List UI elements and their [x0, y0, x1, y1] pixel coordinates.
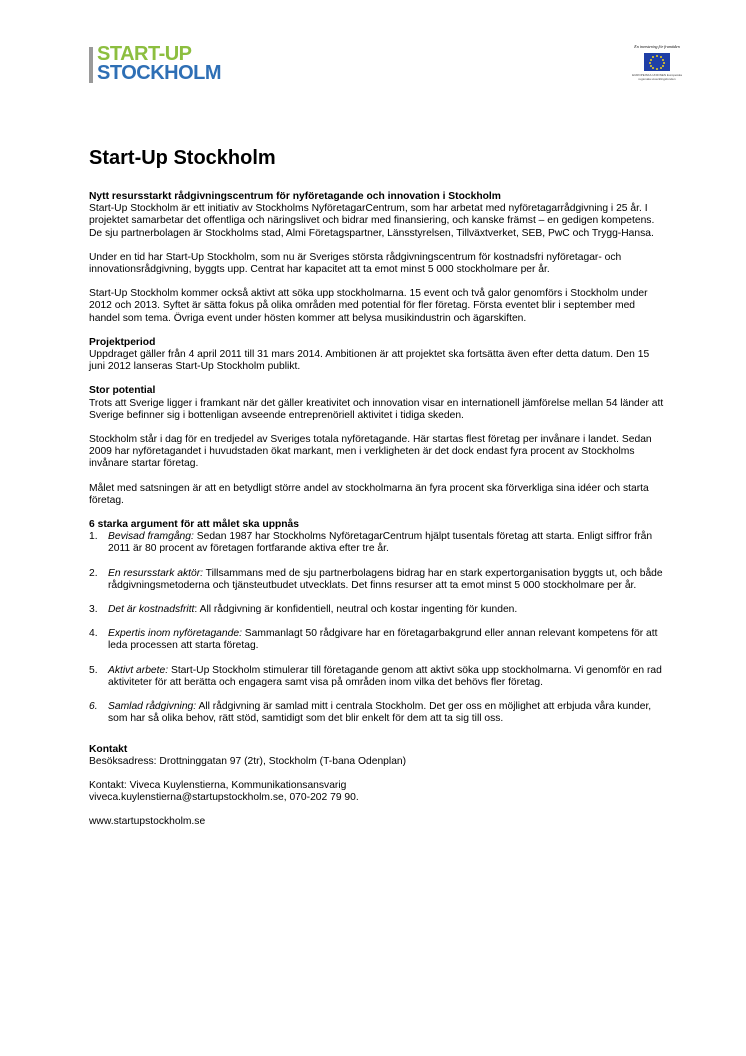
list-item-text: Tillsammans med de sju partnerbolagens bidrag har en stark expertorganisation byggts ut, och både rådgivningsmetoderna och tjänsteutbudet utvecklats. Det finns resurser att ta emot minst 5 000 stockholmare per år. [108, 567, 663, 591]
argument-section [89, 519, 664, 725]
argument-list [89, 531, 664, 725]
list-item-number: 6. [89, 701, 98, 713]
list-item [89, 604, 664, 616]
projektperiod-heading: Projektperiod [89, 336, 156, 348]
potential-section [89, 385, 664, 422]
kontakt-address: Besöksadress: Drottninggatan 97 (2tr), Stockholm (T-bana Odenplan) [89, 755, 407, 767]
document-body [89, 191, 664, 841]
list-item-lead: Expertis inom nyföretagande: [108, 628, 242, 640]
list-item-lead: En resursstark aktör: [108, 567, 203, 579]
projektperiod-text: Uppdraget gäller från 4 april 2011 till 31 mars 2014. Ambitionen är att projektet ska fortsätta även efter detta datum. Den 15 juni 2012 lanseras Start-Up Stockholm publikt. [89, 349, 650, 373]
list-item-lead: Det är kostnadsfritt [108, 604, 195, 616]
list-item-text: All rådgivning är samlad mitt i centrala Stockholm. Det ger oss en möjlighet att erbjuda våra kunder, som har så olika behov, rätt stöd, samtidigt som det blir enkelt för dem att ta sig till oss. [108, 701, 652, 725]
logo-bar [89, 47, 93, 83]
eu-flag-icon [644, 53, 670, 71]
list-item-text: : All rådgivning är konfidentiell, neutral och kostar ingenting för kunden. [194, 604, 518, 616]
kontakt-email-phone: viveca.kuylenstierna@startupstockholm.se, 070-202 79 90. [89, 792, 359, 804]
kontakt-person-block [89, 780, 664, 804]
eu-emblem [632, 44, 682, 81]
list-item-number: 4. [89, 628, 98, 640]
start-up-stockholm-logo [89, 45, 239, 87]
potential-paragraph-3: Målet med satsningen är att en betydligt större andel av stockholmarna än fyra procent ska förverkliga sina idéer och starta företag. [89, 482, 649, 506]
kontakt-section [89, 744, 664, 768]
list-item [89, 531, 664, 555]
potential-paragraph-2: Stockholm står i dag för en tredjedel av Sveriges totala nyföretagande. Här startas flest företag per invånare i landet. Sedan 2009 har nyföretagandet i huvudstaden ökat markant, men i verkligheten är det dock endast fyra procent av Stockholms invånare startar företag. [89, 434, 652, 470]
list-item-text: Sammanlagt 50 rådgivare har en företagarbakgrund eller annan relevant kompetens för att leda processen att starta företag. [108, 628, 658, 652]
list-item-number: 5. [89, 664, 98, 676]
kontakt-web: www.startupstockholm.se [89, 816, 206, 828]
kontakt-person: Kontakt: Viveca Kuylenstierna, Kommunikationsansvarig [89, 779, 347, 791]
intro-heading: Nytt resursstarkt rådgivningscentrum för nyföretagande och innovation i Stockholm [89, 191, 501, 202]
list-item-number: 3. [89, 604, 98, 616]
list-item-text: Sedan 1987 har Stockholms NyföretagarCentrum hjälpt tusentals företag att starta. Enligt siffror från 2011 är 80 procent av företagen fortfarande aktiva efter tre år. [108, 531, 653, 555]
kontakt-heading: Kontakt [89, 743, 128, 755]
list-item-number: 2. [89, 567, 98, 579]
list-item [89, 701, 664, 725]
intro-paragraph-3: Start-Up Stockholm kommer också aktivt att söka upp stockholmarna. 15 event och två galor genomförs i Stockholm under 2012 och 2013. Syftet är sätta fokus på olika områden med potential för fler företag. Första eventet blir i september med handel som tema. Övriga event under hösten kommer att belysa musikindustrin och ägarskiften. [89, 288, 648, 324]
list-item-text: Start-Up Stockholm stimulerar till företagande genom att aktivt söka upp stockholmarna. Vi genomför en rad aktiviteter för att berätta och engagera samt visa på områden inom vilka det behövs fler företag. [108, 664, 662, 688]
potential-heading: Stor potential [89, 385, 156, 397]
list-item-number: 1. [89, 531, 98, 543]
list-item [89, 568, 664, 592]
list-item-lead: Bevisad framgång: [108, 531, 194, 543]
list-item [89, 665, 664, 689]
logo-line-1: START-UP [97, 43, 192, 65]
list-item-lead: Aktivt arbete: [108, 664, 169, 676]
list-item-lead: Samlad rådgivning: [108, 701, 197, 713]
list-item [89, 628, 664, 652]
eu-tagline: En investering för framtiden [634, 44, 680, 49]
eu-caption: EUROPEISKA UNIONEN Europeiska regionala utvecklingsfonden [632, 73, 682, 81]
projektperiod-section [89, 337, 664, 374]
intro-paragraph-2: Under en tid har Start-Up Stockholm, som nu är Sveriges största rådgivningscentrum för kostnadsfri nyföretagar- och innovationsrådgivning, byggts upp. Centrat har kapacitet att ta emot minst 5 000 stockholmare per år. [89, 251, 622, 276]
intro-paragraph-1: Start-Up Stockholm är ett initiativ av Stockholms NyföretagarCentrum, som har arbetat med nyföretagarrådgivning i 25 år. I projektet samarbetar det offentliga och näringslivet och bidrar med finansiering, och kanske främst – en gedigen kompetens. De sju partnerbolagen är Stockholms stad, Almi Företagspartner, Länsstyrelsen, Tillväxtverket, SEB, PwC och Trygg-Hansa. [89, 203, 655, 239]
argument-heading: 6 starka argument för att målet ska uppnås [89, 519, 300, 531]
potential-paragraph-1: Trots att Sverige ligger i framkant när det gäller kreativitet och innovation visar en internationell jämförelse mellan 54 länder att Sverige befinner sig i bottenligan avseende entreprenöriell aktivitet i tidiga skeden. [89, 397, 664, 421]
intro-section [89, 191, 664, 240]
page-title: Start-Up Stockholm [89, 147, 276, 169]
logo-line-2: STOCKHOLM [97, 62, 222, 84]
